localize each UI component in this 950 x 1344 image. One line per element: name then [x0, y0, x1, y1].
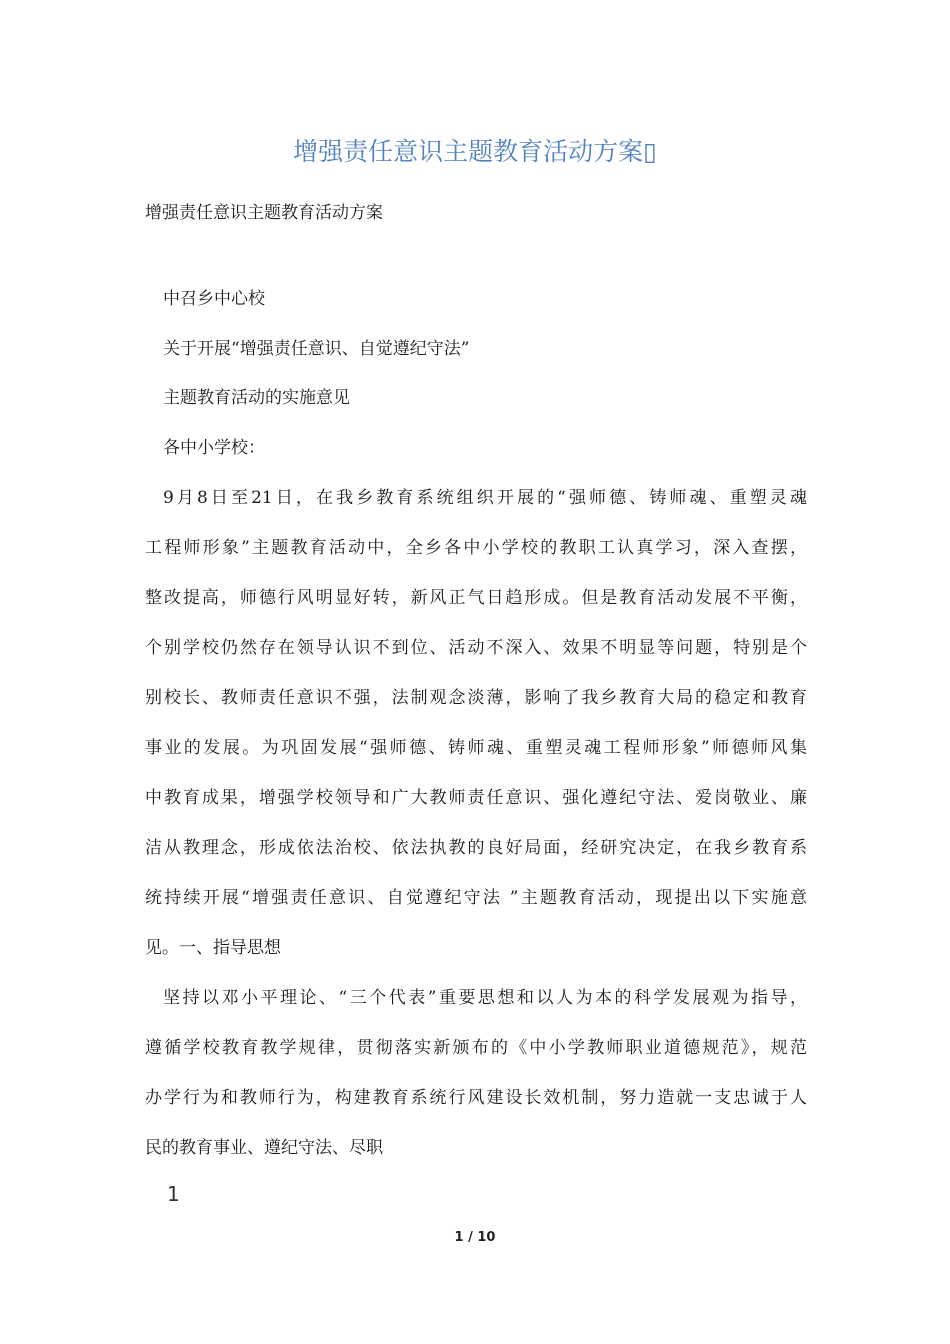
paragraph-line: 个别学校仍然存在领导认识不到位、活动不深入、效果不明显等问题，特别是个	[145, 638, 807, 658]
addressee-line: 各中小学校：	[163, 438, 265, 458]
footer-page-indicator: 1 / 10	[454, 1230, 496, 1245]
paragraph-line: 坚持以邓小平理论、“三个代表”重要思想和以人为本的科学发展观为指导，	[163, 988, 807, 1008]
notice-title-line-1: 关于开展“增强责任意识、自觉遵纪守法”	[163, 339, 470, 359]
paragraph-line: 中教育成果，增强学校领导和广大教师责任意识、强化遵纪守法、爱岗敬业、廉	[145, 788, 807, 808]
paragraph-background	[145, 484, 807, 974]
paragraph-line: 工程师形象”主题教育活动中，全乡各中小学校的教职工认真学习，深入查摆，	[145, 538, 807, 558]
document-title	[0, 134, 950, 170]
issuer-line: 中召乡中心校	[163, 289, 265, 309]
paragraph-line: 办学行为和教师行为，构建教育系统行风建设长效机制，努力造就一支忠诚于人	[145, 1088, 807, 1108]
paragraph-line: 民的教育事业、遵纪守法、尽职	[145, 1138, 383, 1158]
paragraph-line: 洁从教理念，形成依法治校、依法执教的良好局面，经研究决定，在我乡教育系	[145, 838, 807, 858]
paragraph-line: 9月8日至21日，在我乡教育系统组织开展的“强师德、铸师魂、重塑灵魂	[163, 488, 807, 508]
section-heading-guiding-ideology: 见。一、指导思想	[145, 938, 281, 958]
paragraph-line: 遵循学校教育教学规律，贯彻落实新颁布的《中小学教师职业道德规范》，规范	[145, 1038, 807, 1058]
inline-page-number: 1	[167, 1182, 180, 1206]
paragraph-guiding-ideology	[145, 984, 807, 1164]
document-title-text: 增强责任意识主题教育活动方案	[293, 137, 644, 166]
paragraph-line: 整改提高，师德行风明显好转，新风正气日趋形成。但是教育活动发展不平衡，	[145, 588, 807, 608]
document-subtitle: 增强责任意识主题教育活动方案	[145, 203, 383, 223]
paragraph-line: 事业的发展。为巩固发展“强师德、铸师魂、重塑灵魂工程师形象”师德师风集	[145, 738, 807, 758]
paragraph-line: 统持续开展“增强责任意识、自觉遵纪守法 ”主题教育活动，现提出以下实施意	[145, 888, 807, 908]
paragraph-line: 别校长、教师责任意识不强，法制观念淡薄，影响了我乡教育大局的稳定和教育	[145, 688, 807, 708]
missing-glyph-icon: ▯	[643, 137, 657, 166]
notice-title-line-2: 主题教育活动的实施意见	[163, 388, 350, 408]
